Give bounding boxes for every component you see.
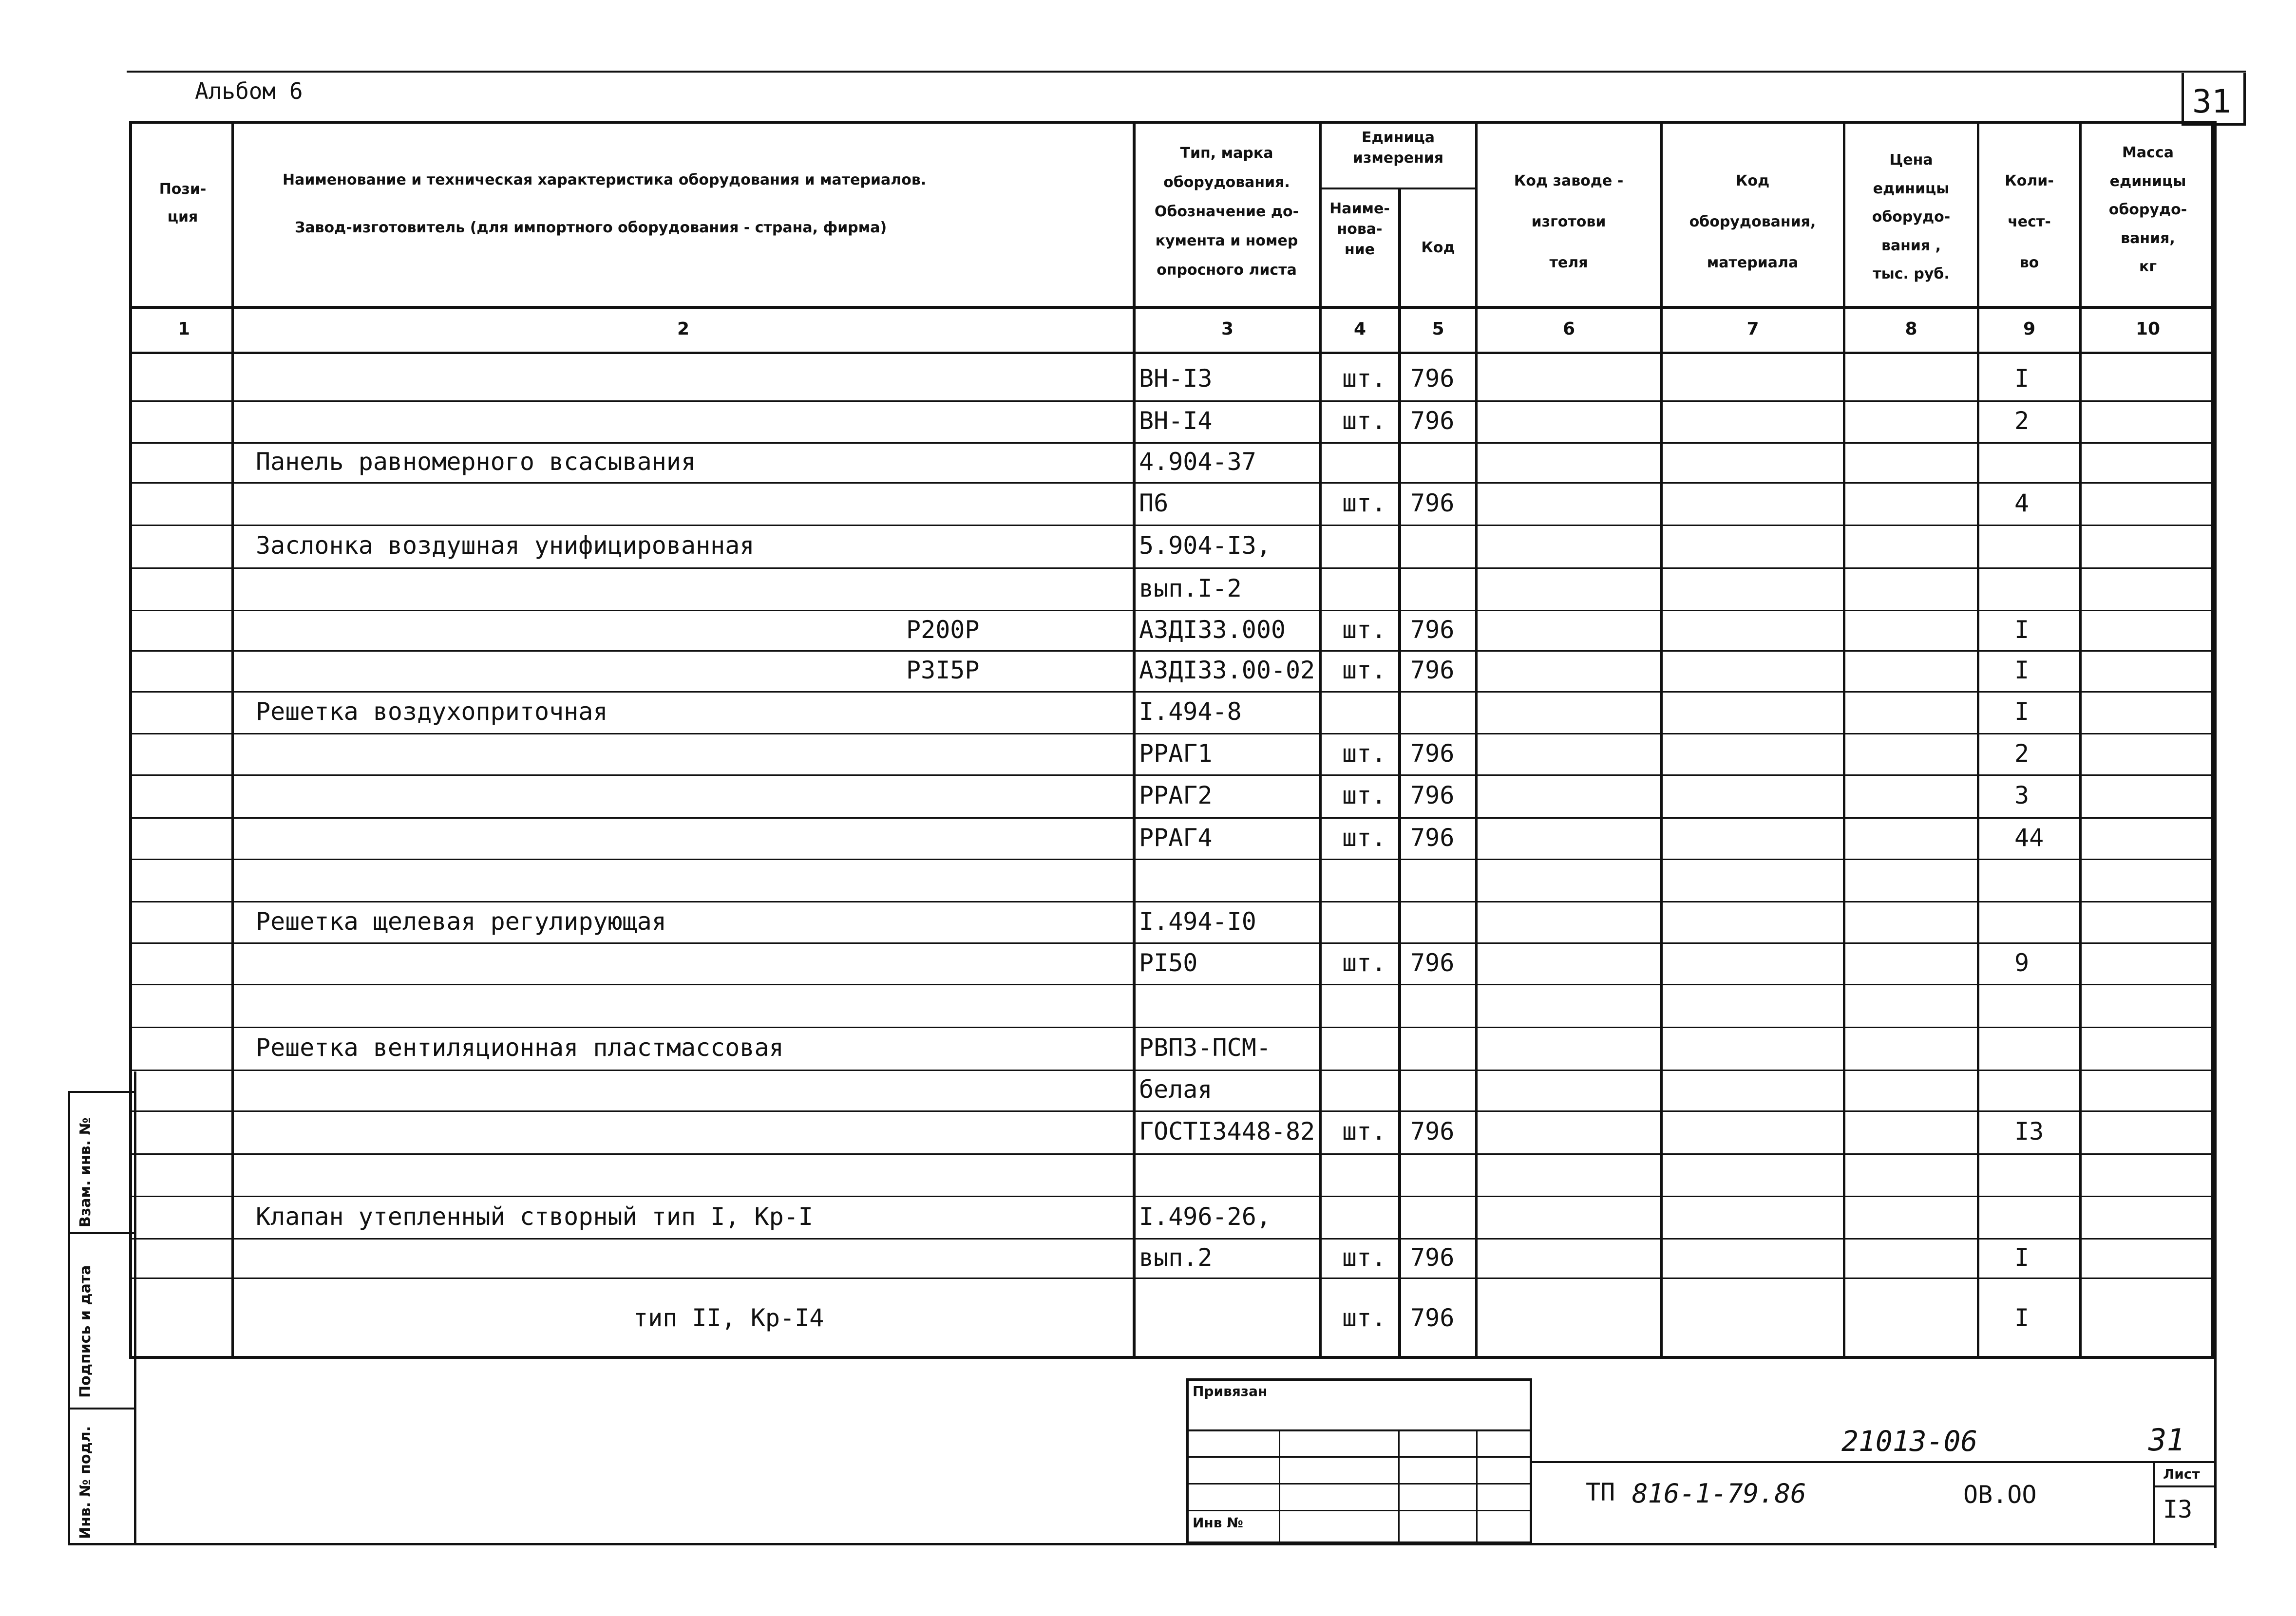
header-col3: Тип, марка оборудования. Обозначение до- кумента и номер опросного листа xyxy=(1154,145,1299,279)
side-vzam: Взам. инв. № xyxy=(77,1117,94,1227)
row-type: вып.I-2 xyxy=(1139,574,1242,602)
header-col10: Масса единицы оборудо- вания, кг xyxy=(2108,144,2187,275)
row-type: белая xyxy=(1139,1075,1213,1104)
row-type: I.494-I0 xyxy=(1139,907,1256,936)
stamp-section: ОВ.ОО xyxy=(1963,1481,2037,1509)
row-qty: 2 xyxy=(2014,739,2030,768)
row-type: РРАГ1 xyxy=(1139,739,1213,768)
side-inv-podl: Инв. № подл. xyxy=(77,1426,94,1539)
row-unit: шт. xyxy=(1342,948,1386,977)
colnum-8: 8 xyxy=(1905,319,1917,339)
row-name: Панель равномерного всасывания xyxy=(256,448,696,476)
side-podpis: Подпись и дата xyxy=(77,1265,94,1398)
row-code: 796 xyxy=(1410,364,1455,393)
stamp-privyazan: Привязан xyxy=(1193,1383,1268,1399)
row-unit: шт. xyxy=(1342,656,1386,684)
stamp-inv-no: Инв № xyxy=(1193,1515,1243,1531)
row-type: ВН-I3 xyxy=(1139,364,1213,393)
row-code: 796 xyxy=(1410,948,1455,977)
row-type: I.494-8 xyxy=(1139,697,1242,726)
row-qty: I xyxy=(2014,615,2030,644)
row-type: 5.904-I3, xyxy=(1139,531,1271,560)
stamp-sheet-label: Лист xyxy=(2163,1466,2200,1482)
row-code: 796 xyxy=(1410,407,1455,435)
colnum-3: 3 xyxy=(1221,319,1234,339)
row-code: 796 xyxy=(1410,823,1455,852)
row-code: 796 xyxy=(1410,1117,1455,1146)
album-label: Альбом 6 xyxy=(195,78,303,104)
stamp-sheet-value: I3 xyxy=(2163,1495,2193,1523)
row-type: ГОСТI3448-82 xyxy=(1139,1117,1315,1146)
row-name: Заслонка воздушная унифицированная xyxy=(256,531,755,560)
row-type: РВПЗ-ПСМ- xyxy=(1139,1033,1271,1062)
row-qty: 4 xyxy=(2014,489,2030,517)
stamp-tp-code: 816-1-79.86 xyxy=(1632,1478,1806,1509)
row-unit: шт. xyxy=(1342,823,1386,852)
row-unit: шт. xyxy=(1342,1303,1386,1332)
header-col2-line2: Завод-изготовитель (для импортного оборудования - страна, фирма) xyxy=(295,219,887,236)
row-qty: I3 xyxy=(2014,1117,2044,1146)
row-unit: шт. xyxy=(1342,1117,1386,1146)
row-qty: I xyxy=(2014,364,2030,393)
row-type: АЗДI33.000 xyxy=(1139,615,1286,644)
row-type: вып.2 xyxy=(1139,1243,1213,1272)
row-unit: шт. xyxy=(1342,489,1386,517)
row-name: Решетка щелевая регулирующая xyxy=(256,907,666,936)
row-unit: шт. xyxy=(1342,739,1386,768)
row-qty: I xyxy=(2014,656,2030,684)
row-type: АЗДI33.00-02 xyxy=(1139,656,1315,684)
row-type: П6 xyxy=(1139,489,1169,517)
row-type: РI50 xyxy=(1139,948,1198,977)
header-col7: Код оборудования, материала xyxy=(1689,172,1816,271)
colnum-9: 9 xyxy=(2023,319,2036,339)
stamp-tp: ТП xyxy=(1586,1478,1615,1506)
row-code: 796 xyxy=(1410,615,1455,644)
colnum-4: 4 xyxy=(1353,319,1366,339)
colnum-5: 5 xyxy=(1432,319,1444,339)
colnum-6: 6 xyxy=(1562,319,1575,339)
row-unit: шт. xyxy=(1342,407,1386,435)
row-unit: шт. xyxy=(1342,781,1386,809)
header-col6: Код заводе - изготови теля xyxy=(1514,172,1624,271)
row-qty: I xyxy=(2014,1243,2030,1272)
row-unit: шт. xyxy=(1342,364,1386,393)
row-qty: 44 xyxy=(2014,823,2044,852)
row-qty: I xyxy=(2014,1303,2030,1332)
row-type: 4.904-37 xyxy=(1139,448,1256,476)
row-type: I.496-26, xyxy=(1139,1202,1271,1231)
header-col2-line1: Наименование и техническая характеристика оборудования и материалов. xyxy=(283,171,927,188)
row-sub: Р3I5Р xyxy=(906,656,980,684)
header-col1: Пози- ция xyxy=(159,181,207,225)
row-type: ВН-I4 xyxy=(1139,407,1213,435)
row-sub: тип II, Кр-I4 xyxy=(633,1303,824,1332)
row-code: 796 xyxy=(1410,1303,1455,1332)
row-code: 796 xyxy=(1410,1243,1455,1272)
row-unit: шт. xyxy=(1342,615,1386,644)
row-qty: I xyxy=(2014,697,2030,726)
header-col9: Коли- чест- во xyxy=(2005,172,2054,271)
header-col4: Наиме- нова- ние xyxy=(1329,200,1390,258)
row-type: РРАГ4 xyxy=(1139,823,1213,852)
row-name: Клапан утепленный створный тип I, Кр-I xyxy=(256,1202,813,1231)
row-qty: 3 xyxy=(2014,781,2030,809)
stamp-page-small: 31 xyxy=(2148,1422,2185,1458)
colnum-2: 2 xyxy=(677,319,690,339)
header-col45-group: Единица измерения xyxy=(1352,129,1444,167)
colnum-7: 7 xyxy=(1746,319,1759,339)
colnum-1: 1 xyxy=(177,319,190,339)
colnum-10: 10 xyxy=(2135,319,2161,339)
row-code: 796 xyxy=(1410,656,1455,684)
row-qty: 2 xyxy=(2014,407,2030,435)
page-number: 31 xyxy=(2192,83,2231,120)
row-name: Решетка воздухоприточная xyxy=(256,697,608,726)
row-code: 796 xyxy=(1410,489,1455,517)
row-unit: шт. xyxy=(1342,1243,1386,1272)
row-name: Решетка вентиляционная пластмассовая xyxy=(256,1033,784,1062)
row-code: 796 xyxy=(1410,739,1455,768)
header-col5: Код xyxy=(1421,239,1455,256)
row-type: РРАГ2 xyxy=(1139,781,1213,809)
row-qty: 9 xyxy=(2014,948,2030,977)
stamp-doc-number: 21013-06 xyxy=(1841,1425,1978,1458)
header-col8: Цена единицы оборудо- вания , тыс. руб. xyxy=(1872,151,1951,282)
row-code: 796 xyxy=(1410,781,1455,809)
row-sub: Р200Р xyxy=(906,615,980,644)
